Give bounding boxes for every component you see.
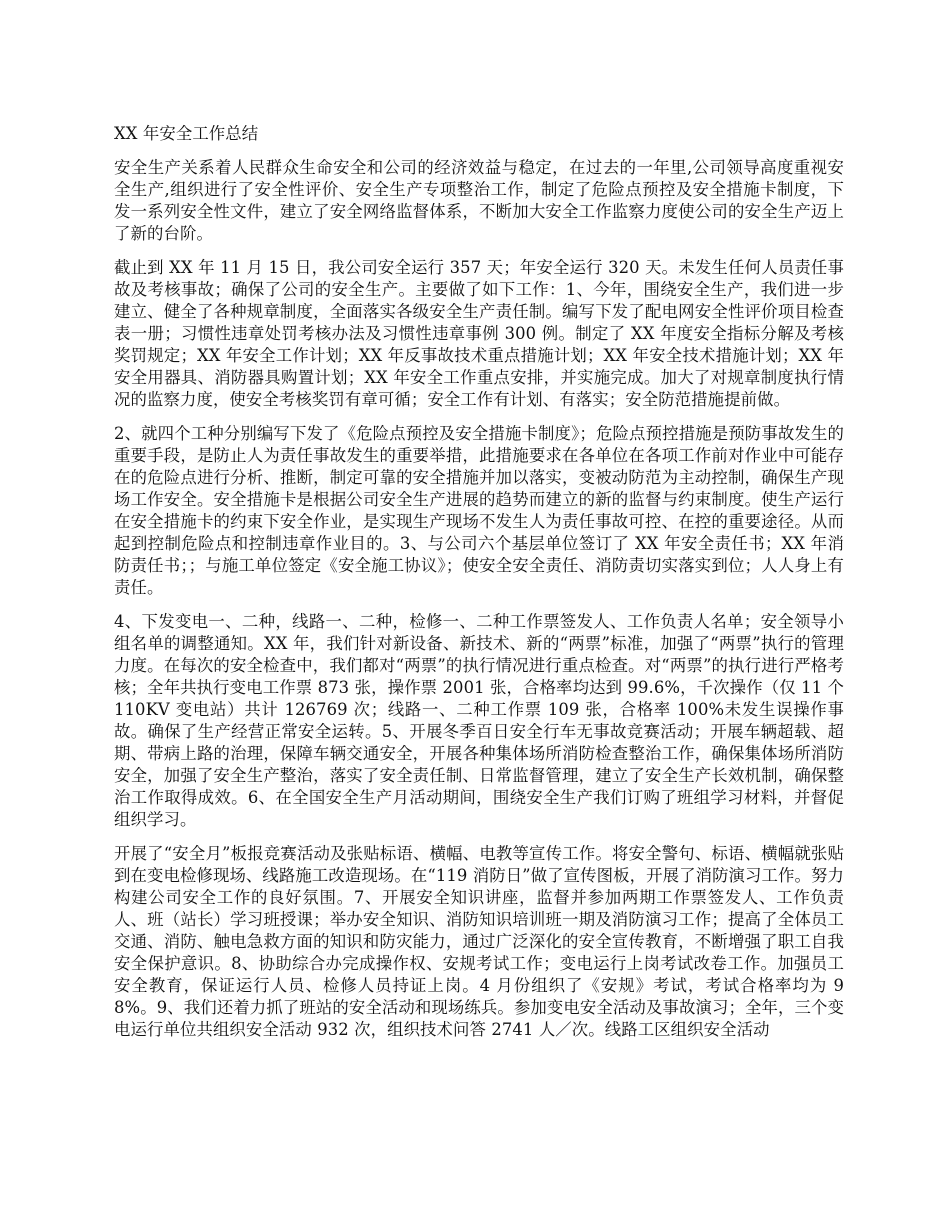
paragraph-work-tickets: 4、下发变电一、二种，线路一、二种，检修一、二种工作票签发人、工作负责人名单；安全领导小组名单的调整通知。XX 年，我们针对新设备、新技术、新的“两票”标准，加强了“两票”执行的管理力度。在每次的安全检查中，我们都对“两票”的执行情况进行重点检查。对“两票”的执行进行严格考核；全年共执行变电工作票 873 张，操作票 2001 张，合格率均达到 99.6%，千次操作（仅 11 个 110KV 变电站）共计 126769 次；线路一、二种工作票 109 张，合格率 100%未发生误操作事故。确保了生产经营正常安全运转。5、开展冬季百日安全行车无事故竞赛活动；开展车辆超载、超期、带病上路的治理，保障车辆交通安全，开展各种集体场所消防检查整治工作，确保集体场所消防安全，加强了安全生产整治，落实了安全责任制、日常监督管理，建立了安全生产长效机制，确保整治工作取得成效。6、在全国安全生产月活动期间，围绕安全生产我们订购了班组学习材料，并督促组织学习。 <box>114 612 844 829</box>
paragraph-safety-month: 开展了“安全月”板报竞赛活动及张贴标语、横幅、电教等宣传工作。将安全警句、标语、横幅就张贴到在变电检修现场、线路施工改造现场。在“119 消防日”做了宣传图板，开展了消防演习工作。努力构建公司安全工作的良好氛围。7、开展安全知识讲座，监督并参加两期工作票签发人、工作负责人、班（站长）学习班授课；举办安全知识、消防知识培训班一期及消防演习工作；提高了全体员工交通、消防、触电急救方面的知识和防灾能力，通过广泛深化的安全宣传教育，不断增强了职工自我安全保护意识。8、协助综合办完成操作权、安规考试工作；变电运行上岗考试改卷工作。加强员工安全教育，保证运行人员、检修人员持证上岗。4 月份组织了《安规》考试，考试合格率均为 98%。9、我们还着力抓了班站的安全活动和现场练兵。参加变电安全活动及事故演习；全年，三个变电运行单位共组织安全活动 932 次，组织技术问答 2741 人／次。线路工区组织安全活动 <box>114 844 844 1039</box>
paragraph-summary: 截止到 XX 年 11 月 15 日，我公司安全运行 357 天；年安全运行 320 天。未发生任何人员责任事故及考核事故；确保了公司的安全生产。主要做了如下工作：1、今年，围绕安全生产，我们进一步建立、健全了各种规章制度，全面落实各级安全生产责任制。编写下发了配电网安全性评价项目检查表一册；习惯性违章处罚考核办法及习惯性违章事例 300 例。制定了 XX 年度安全指标分解及考核奖罚规定；XX 年安全工作计划；XX 年反事故技术重点措施计划；XX 年安全技术措施计划；XX 年安全用器具、消防器具购置计划；XX 年安全工作重点安排，并实施完成。加大了对规章制度执行情况的监察力度，使安全考核奖罚有章可循；安全工作有计划、有落实；安全防范措施提前做。 <box>114 258 844 409</box>
document-page <box>114 123 844 1053</box>
document-title: XX 年安全工作总结 <box>114 124 259 143</box>
paragraph-intro: 安全生产关系着人民群众生命安全和公司的经济效益与稳定，在过去的一年里,公司领导高度重视安全生产,组织进行了安全性评价、安全生产专项整治工作，制定了危险点预控及安全措施卡制度，下发一系列安全性文件，建立了安全网络监督体系，不断加大安全工作监察力度使公司的安全生产迈上了新的台阶。 <box>114 158 844 243</box>
paragraph-risk-control: 2、就四个工种分别编写下发了《危险点预控及安全措施卡制度》；危险点预控措施是预防事故发生的重要手段，是防止人为责任事故发生的重要举措，此措施要求在各单位在各项工作前对作业中可能存在的危险点进行分析、推断，制定可靠的安全措施并加以落实，变被动防范为主动控制，确保生产现场工作安全。安全措施卡是根据公司安全生产进展的趋势而建立的新的监督与约束制度。使生产运行在安全措施卡的约束下安全作业，是实现生产现场不发生人为责任事故可控、在控的重要途径。从而起到控制危险点和控制违章作业目的。3、与公司六个基层单位签订了 XX 年安全责任书；XX 年消防责任书；；与施工单位签定《安全施工协议》；使安全安全责任、消防责切实落实到位；人人身上有责任。 <box>114 424 844 597</box>
